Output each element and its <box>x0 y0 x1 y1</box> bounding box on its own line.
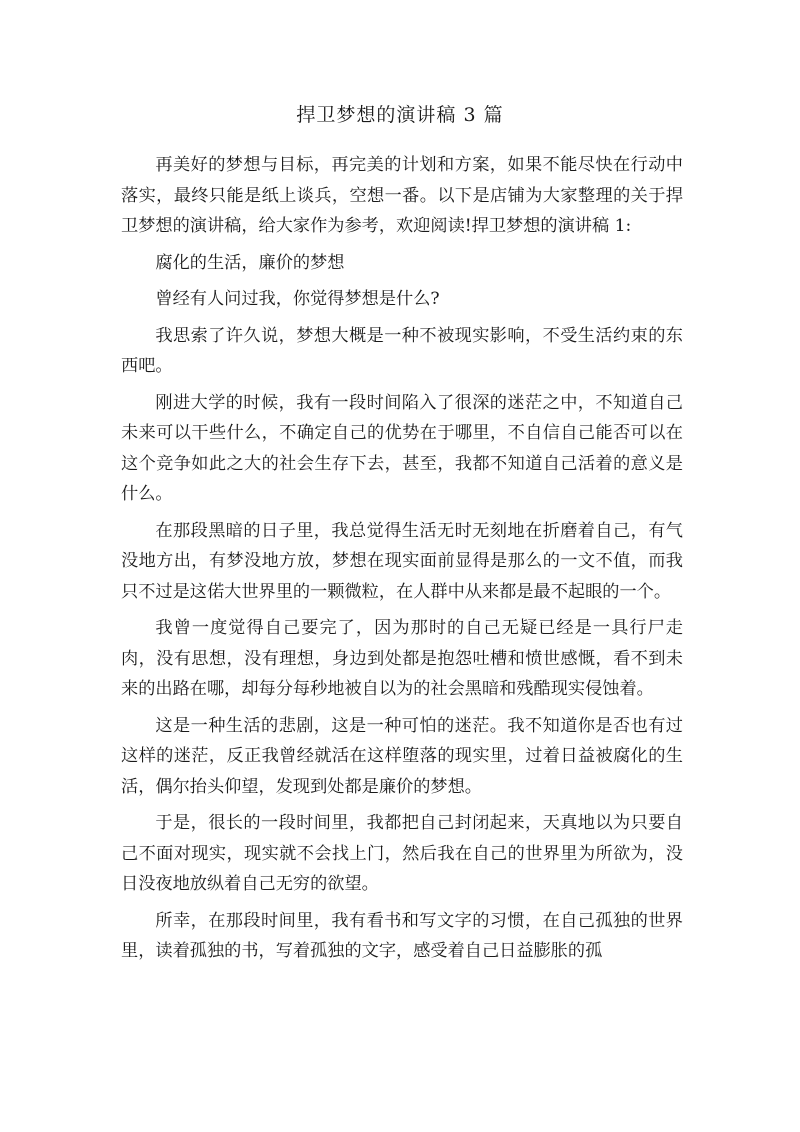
paragraph: 于是，很长的一段时间里，我都把自己封闭起来，天真地以为只要自己不面对现实，现实就不会找上门，然后我在自己的世界里为所欲为，没日没夜地放纵着自己无穷的欲望。 <box>121 813 683 894</box>
paragraph: 再美好的梦想与目标，再完美的计划和方案，如果不能尽快在行动中落实，最终只能是纸上谈兵，空想一番。以下是店铺为大家整理的关于捍卫梦想的演讲稿，给大家作为参考，欢迎阅读!捍卫梦想的演讲稿 1: <box>121 155 683 236</box>
document-title: 捍卫梦想的演讲稿 3 篇 <box>296 104 504 126</box>
paragraph: 我曾一度觉得自己要完了，因为那时的自己无疑已经是一具行尸走肉，没有思想，没有理想，身边到处都是抱怨吐槽和愤世感慨，看不到未来的出路在哪，却每分每秒地被自以为的社会黑暗和残酷现实侵蚀着。 <box>121 618 683 699</box>
paragraph: 刚进大学的时候，我有一段时间陷入了很深的迷茫之中，不知道自己未来可以干些什么，不确定自己的优势在于哪里，不自信自己能否可以在这个竞争如此之大的社会生存下去，甚至，我都不知道自己活着的意义是什么。 <box>121 392 683 504</box>
paragraph: 曾经有人问过我，你觉得梦想是什么? <box>155 289 440 309</box>
paragraph: 所幸，在那段时间里，我有看书和写文字的习惯，在自己孤独的世界里，读着孤独的书，写着孤独的文字，感受着自己日益膨胀的孤 <box>121 910 683 961</box>
document-body <box>121 150 683 973</box>
paragraph: 这是一种生活的悲剧，这是一种可怕的迷茫。我不知道你是否也有过这样的迷茫，反正我曾经就活在这样堕落的现实里，过着日益被腐化的生活，偶尔抬头仰望，发现到处都是廉价的梦想。 <box>121 715 683 797</box>
paragraph: 我思索了许久说，梦想大概是一种不被现实影响，不受生活约束的东西吧。 <box>121 325 683 376</box>
paragraph: 在那段黑暗的日子里，我总觉得生活无时无刻地在折磨着自己，有气没地方出，有梦没地方放，梦想在现实面前显得是那么的一文不值，而我只不过是这偌大世界里的一颗微粒，在人群中从来都是最不起眼的一个。 <box>121 520 683 602</box>
paragraph: 腐化的生活，廉价的梦想 <box>155 252 345 273</box>
